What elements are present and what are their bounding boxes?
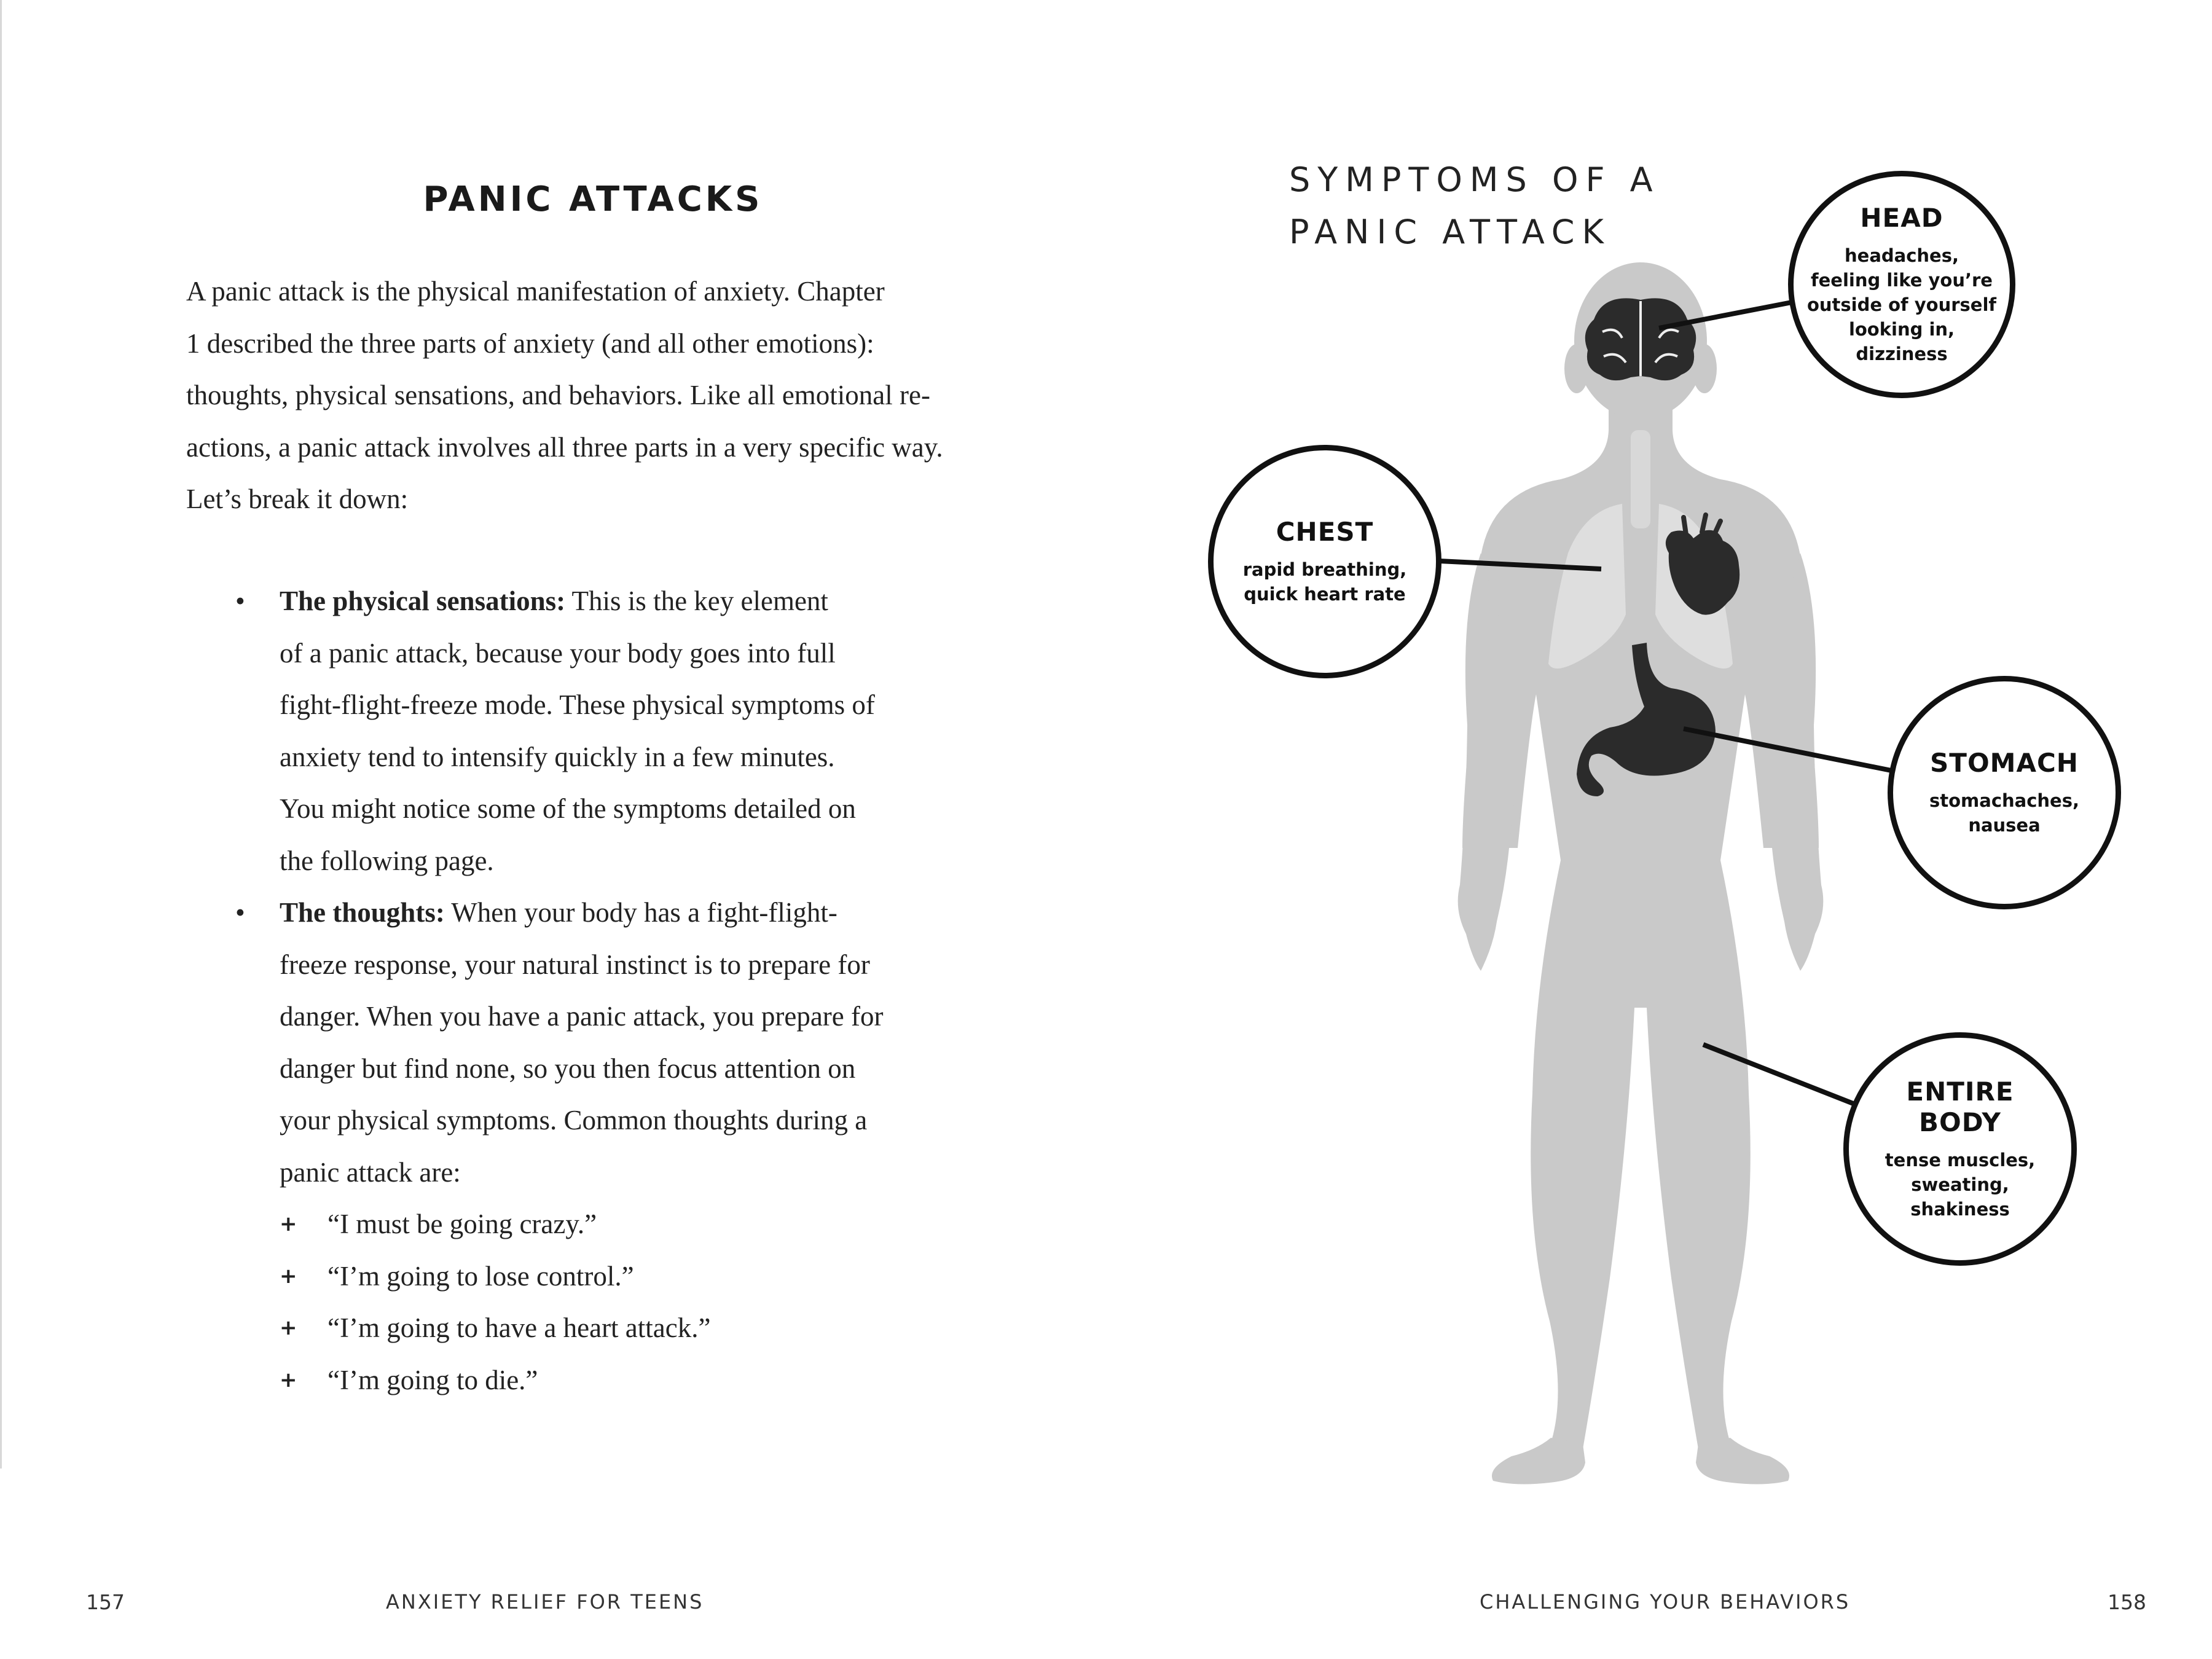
callout-text-line: tense muscles,: [1885, 1150, 2036, 1171]
running-head-left: ANXIETY RELIEF FOR TEENS: [386, 1590, 704, 1614]
callout-title-line: BODY: [1919, 1107, 2001, 1137]
bullet-line: the following page.: [280, 845, 494, 876]
bullet-symbol: •: [235, 586, 245, 616]
callout-title: CHEST: [1276, 517, 1374, 547]
callout-text: [1807, 243, 1996, 366]
bullet-line-text: When your body has a fight-flight-: [451, 897, 837, 928]
callout-text-line: sweating,: [1911, 1174, 2009, 1195]
callout-title: STOMACH: [1930, 748, 2079, 778]
bullet-line: your physical symptoms. Common thoughts during a: [280, 1105, 868, 1135]
intro-line: 1 described the three parts of anxiety (and all other emotions):: [186, 327, 874, 359]
figure-title: [1289, 154, 1719, 258]
quote-text: “I’m going to die.”: [327, 1364, 538, 1395]
running-head-right: CHALLENGING YOUR BEHAVIORS: [1480, 1590, 1851, 1614]
callout-title-line: ENTIRE: [1906, 1077, 2014, 1107]
bullet-line: freeze response, your natural instinct is to prepare for: [280, 949, 870, 980]
quote-text: “I must be going crazy.”: [327, 1209, 597, 1239]
bullet-line: danger. When you have a panic attack, you prepare for: [280, 1001, 884, 1032]
callout-title: HEAD: [1860, 203, 1943, 233]
bullet-line: danger but find none, so you then focus attention on: [280, 1053, 856, 1084]
callout-title: [1906, 1077, 2014, 1138]
bullet-line: anxiety tend to intensify quickly in a few minutes.: [280, 741, 835, 772]
bullet-line: You might notice some of the symptoms detailed on: [280, 793, 856, 824]
callout-head: [1788, 171, 2015, 398]
callout-text-line: stomachaches,: [1929, 790, 2080, 811]
plus-icon: +: [280, 1263, 297, 1288]
callout-text-line: looking in,: [1848, 319, 1955, 340]
intro-line: thoughts, physical sensations, and behaviors. Like all emotional re-: [186, 380, 930, 410]
bullet-lead: The physical sensations:: [280, 586, 566, 616]
page-number-right: 158: [2108, 1590, 2146, 1614]
intro-line: A panic attack is the physical manifestation of anxiety. Chapter: [186, 276, 885, 307]
bullet-line: fight-flight-freeze mode. These physical symptoms of: [280, 689, 875, 720]
bullet-line-text: This is the key element: [571, 586, 828, 616]
callout-entire-body: [1843, 1032, 2077, 1266]
bullet-line: panic attack are:: [280, 1156, 461, 1188]
callout-text: [1243, 557, 1407, 606]
callout-stomach: [1888, 676, 2121, 909]
callout-text-line: rapid breathing,: [1242, 559, 1407, 580]
figure-title-line: PANIC ATTACK: [1289, 213, 1611, 251]
callout-text-line: nausea: [1968, 815, 2041, 836]
bullet-lead: The thoughts:: [280, 897, 445, 928]
callout-text-line: dizziness: [1856, 343, 1948, 364]
callout-text: [1885, 1148, 2035, 1222]
callout-text-line: outside of yourself: [1806, 294, 1997, 315]
callout-text-line: headaches,: [1845, 245, 1959, 266]
plus-icon: +: [280, 1212, 297, 1236]
intro-line: Let’s break it down:: [186, 484, 409, 514]
callout-text-line: quick heart rate: [1244, 584, 1406, 605]
callout-text-line: shakiness: [1910, 1199, 2010, 1220]
quote-text: “I’m going to lose control.”: [327, 1260, 634, 1292]
callout-chest: [1208, 445, 1441, 678]
callout-text-line: feeling like you’re: [1811, 270, 1993, 291]
figure-title-line: SYMPTOMS OF A: [1289, 160, 1660, 199]
plus-icon: +: [280, 1367, 297, 1392]
section-title: PANIC ATTACKS: [423, 179, 763, 219]
intro-line: actions, a panic attack involves all three parts in a very specific way.: [186, 431, 943, 463]
bullet-symbol: •: [235, 897, 245, 928]
callout-text: [1929, 788, 2079, 837]
right-page: [1106, 0, 2212, 1659]
page-number-left: 157: [86, 1590, 125, 1614]
quote-text: “I’m going to have a heart attack.”: [327, 1312, 711, 1343]
bullet-line: of a panic attack, because your body goes into full: [280, 637, 836, 669]
plus-icon: +: [280, 1316, 297, 1340]
